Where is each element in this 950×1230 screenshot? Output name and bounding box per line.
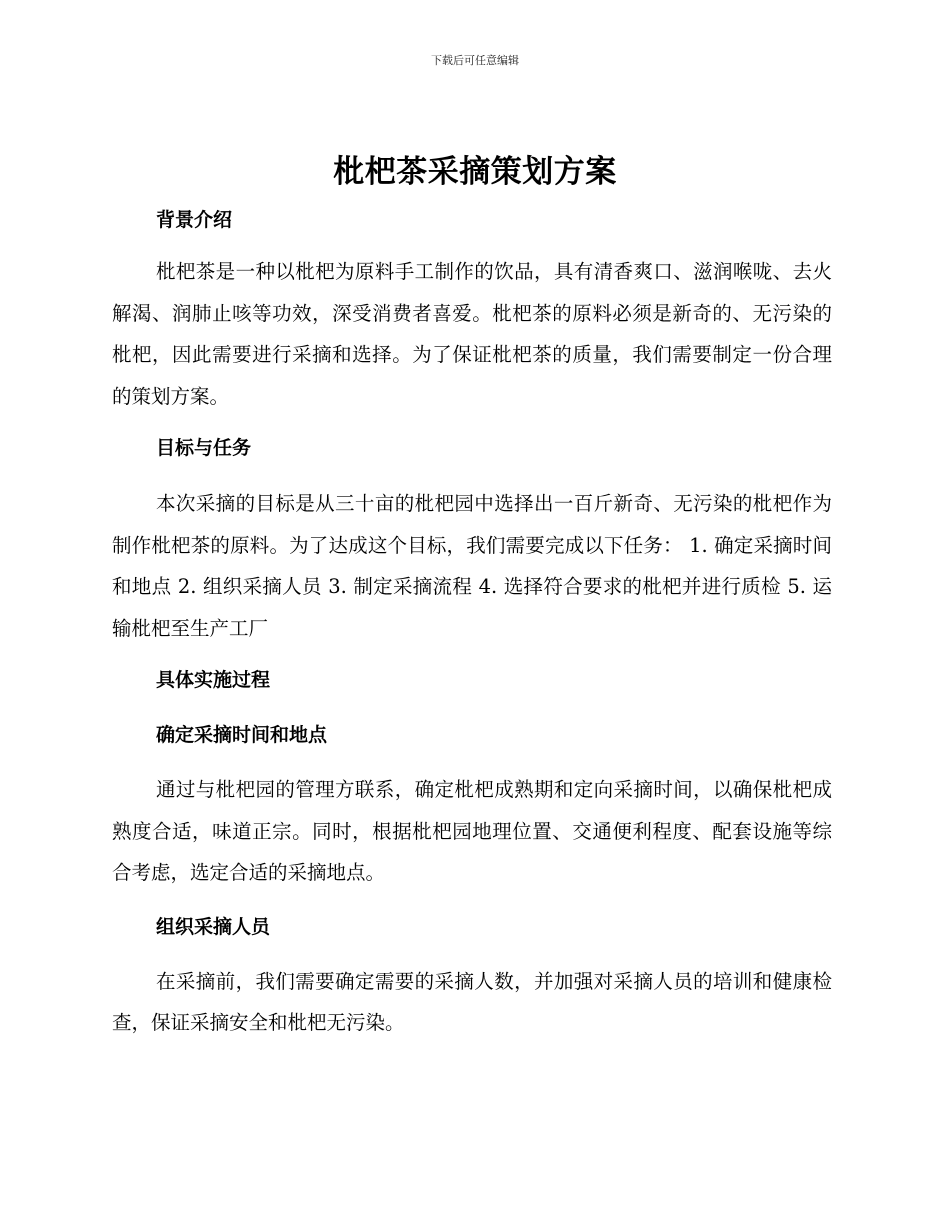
section-text-background: 枇杷茶是一种以枇杷为原料手工制作的饮品，具有清香爽口、滋润喉咙、去火解渴、润肺止咳等功效，深受消费者喜爱。枇杷茶的原料必须是新奇的、无污染的枇杷，因此需要进行采摘和选择。为了保证枇杷茶的质量，我们需要制定一份合理的策划方案。 (112, 260, 832, 408)
section-heading-staff: 组织采摘人员 (156, 915, 271, 938)
section-text-staff: 在采摘前，我们需要确定需要的采摘人数，并加强对采摘人员的培训和健康检查，保证采摘安全和枇杷无污染。 (112, 969, 832, 1034)
section-text-time-place: 通过与枇杷园的管理方联系，确定枇杷成熟期和定向采摘时间，以确保枇杷成熟度合适，味道正宗。同时，根据枇杷园地理位置、交通便利程度、配套设施等综合考虑，选定合适的采摘地点。 (112, 778, 832, 884)
section-heading-background: 背景介绍 (156, 209, 233, 231)
section-heading-goals: 目标与任务 (156, 437, 252, 459)
section-heading-implementation: 具体实施过程 (156, 669, 271, 691)
page-header-note: 下载后可任意编辑 (431, 54, 519, 67)
document-body (112, 200, 832, 1044)
document-title: 枇杷茶采摘策划方案 (333, 154, 617, 190)
section-heading-time-place: 确定采摘时间和地点 (156, 724, 328, 746)
section-text-goals: 本次采摘的目标是从三十亩的枇杷园中选择出一百斤新奇、无污染的枇杷作为制作枇杷茶的原料。为了达成这个目标，我们需要完成以下任务： 1. 确定采摘时间和地点 2. 组织采摘人员 3. 制定采摘流程 4. 选择符合要求的枇杷并进行质检 5. 运输枇杷至生产工厂 (112, 492, 832, 640)
